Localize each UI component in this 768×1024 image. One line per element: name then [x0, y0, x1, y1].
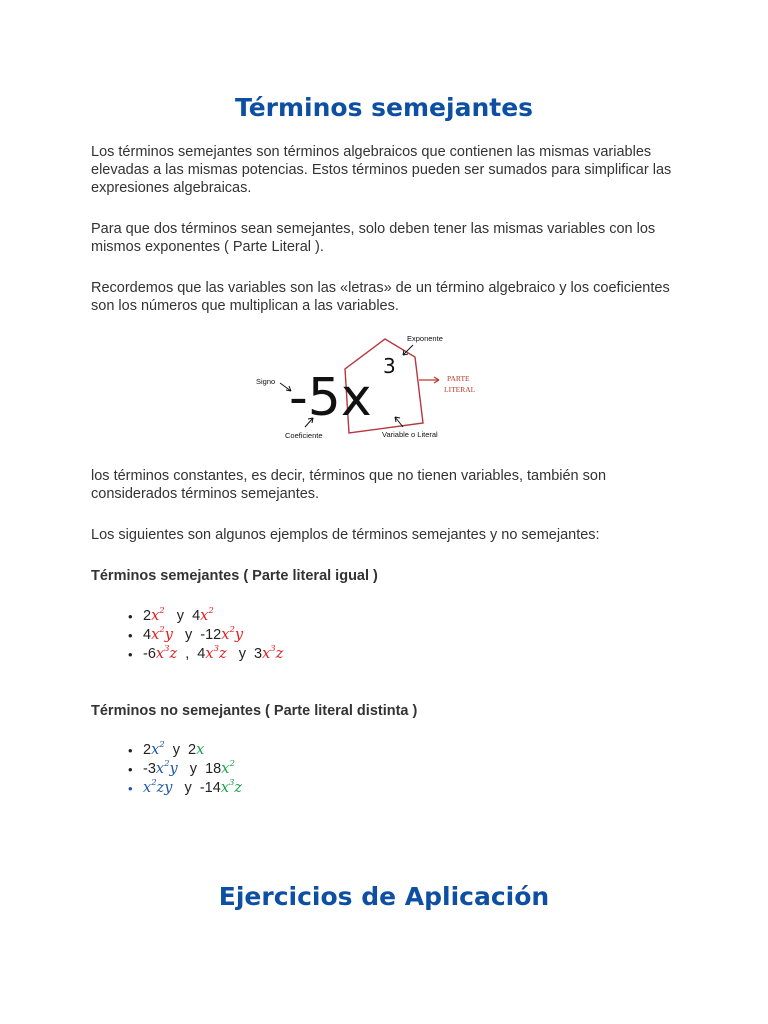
exponente-label: Exponente [407, 334, 443, 343]
exponent: 2 [159, 740, 165, 751]
exponent: 2 [159, 606, 165, 617]
exponent: 3 [270, 644, 276, 655]
parte-literal-label-1: PARTE [447, 374, 470, 383]
variable: $x^3$ [205, 644, 219, 662]
unlike-terms-list [111, 741, 242, 798]
exponent: 2 [159, 625, 165, 636]
variables-paragraph: Recordemos que las variables son las «letras» de un término algebraico y los coeficientes son los números que multiplican a las variables. [91, 280, 670, 314]
term-pair-item: • $-3x^2y$ y $18x^2$ [111, 760, 242, 779]
exponent: 3 [164, 644, 170, 655]
term-pair-item: • $x^2zy$ y $-14x^3z$ [111, 779, 242, 798]
variable: $x^3$ [155, 644, 170, 662]
term-expression: -5x [289, 368, 372, 428]
variable: $x^2$ [151, 740, 165, 758]
exponent: 2 [229, 625, 235, 636]
intro-paragraph: Los términos semejantes son términos algebraicos que contienen las mismas variables elevadas a las mismas potencias. Estos términos pueden ser sumados para simplificar las expresiones algebraicas. [91, 144, 672, 196]
term-pair-item: • $-6x^3z$ , $4x^3z$ y $3x^3z$ [111, 645, 283, 664]
exercises-title: Ejercicios de Aplicación [218, 882, 550, 911]
variable: $x^2$ [151, 606, 165, 624]
term-pair-item: • $2x^2$ y 2x [111, 741, 242, 760]
variable: $x^2$ [221, 759, 235, 777]
constants-paragraph: los términos constantes, es decir, términos que no tienen variables, también son considerados términos semejantes. [91, 468, 607, 502]
page-title: Términos semejantes [234, 93, 534, 122]
signo-label: Signo [256, 377, 276, 386]
term-pair-item: • $2x^2$ y $4x^2$ [111, 607, 283, 626]
unlike-terms-heading: Términos no semejantes ( Parte literal distinta ) [91, 703, 418, 719]
variable: x [196, 742, 205, 758]
variable: z [275, 646, 284, 662]
condition-paragraph: Para que dos términos sean semejantes, solo deben tener las mismas variables con los mismos exponentes ( Parte Literal ). [91, 221, 656, 255]
exponent: 2 [208, 606, 214, 617]
parte-literal-label-2: LITERAL [444, 385, 476, 394]
variable: $x^3$ [220, 778, 235, 796]
variable: $x^2$ [200, 606, 214, 624]
term-anatomy-diagram [253, 327, 489, 447]
exponent: 3 [213, 644, 219, 655]
variable: z [218, 646, 227, 662]
variable: zy [156, 780, 173, 796]
variable: y [234, 627, 244, 643]
variable: $x^2$ [155, 759, 170, 777]
term-exponent: 3 [383, 354, 396, 378]
coeficiente-label: Coeficiente [285, 431, 323, 440]
variable: $x^2$ [221, 625, 235, 643]
variable: z [169, 646, 178, 662]
exponent: 2 [151, 778, 157, 789]
term-pair-item: • $4x^2y$ y $-12x^2y$ [111, 626, 283, 645]
variable: y [164, 627, 173, 643]
examples-intro-paragraph: Los siguientes son algunos ejemplos de términos semejantes y no semejantes: [91, 527, 600, 543]
exponent: 2 [164, 759, 170, 770]
variable: z [234, 780, 243, 796]
exponent: 3 [229, 778, 235, 789]
like-terms-list [111, 607, 283, 664]
variable-label: Variable o Literal [382, 430, 438, 439]
variable: $x^2$ [151, 625, 165, 643]
like-terms-heading: Términos semejantes ( Parte literal igual ) [91, 568, 378, 584]
variable: $x^3$ [262, 644, 276, 662]
variable: y [169, 761, 178, 777]
exponent: 2 [229, 759, 235, 770]
variable: $x^2$ [143, 778, 157, 796]
